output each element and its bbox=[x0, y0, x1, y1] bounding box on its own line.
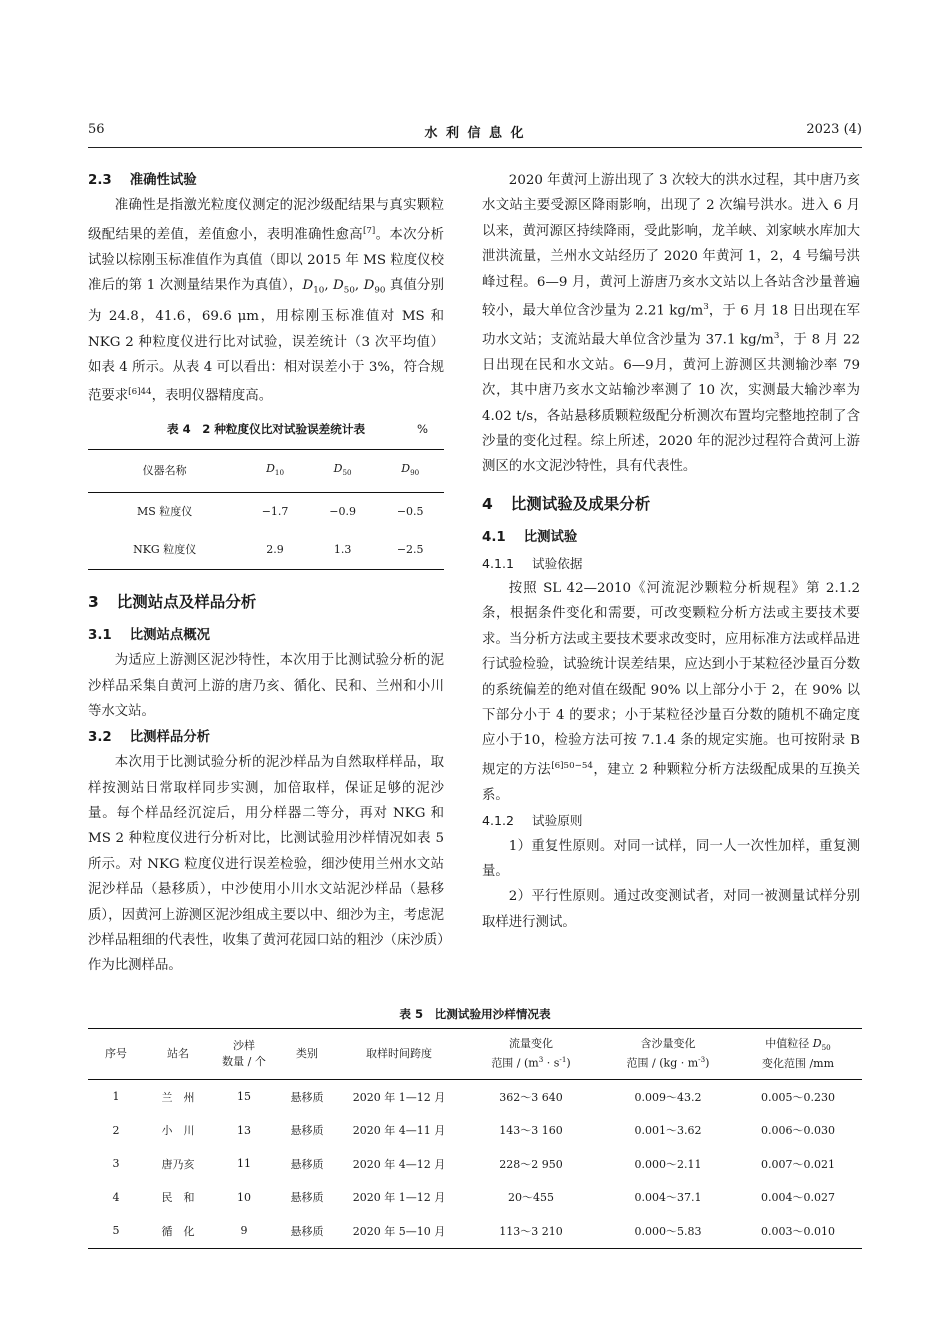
subscript: 50 bbox=[343, 285, 355, 296]
cell: 悬移质 bbox=[290, 1157, 324, 1171]
cell: −0.5 bbox=[396, 504, 424, 518]
cell: 228～2 950 bbox=[499, 1157, 563, 1171]
superscript: 3 bbox=[703, 302, 709, 313]
cell: 0.004～37.1 bbox=[634, 1191, 702, 1205]
superscript: 3 bbox=[538, 1055, 544, 1065]
subscript: 10 bbox=[313, 285, 325, 296]
col-header-count bbox=[212, 1029, 276, 1080]
cell: 5 bbox=[112, 1224, 120, 1238]
symbol: D bbox=[333, 461, 343, 475]
journal-title: 水 利 信 息 化 bbox=[424, 126, 526, 141]
table-row bbox=[88, 1147, 862, 1181]
col-header-station: 站名 bbox=[144, 1029, 212, 1080]
cell: 循 化 bbox=[161, 1224, 195, 1238]
superscript: -1 bbox=[559, 1055, 567, 1065]
table-row bbox=[88, 1080, 862, 1114]
section-3-2-heading bbox=[88, 725, 444, 750]
text: 。本次分析试验以棕刚玉标准值作为真值（即以 2015 年 MS 粒度仪校准后的第 1 次测量结果作为真值）， bbox=[88, 227, 444, 294]
cell: 1.3 bbox=[333, 542, 352, 556]
cell: 悬移质 bbox=[290, 1090, 324, 1104]
section-title: 试验依据 bbox=[532, 555, 583, 571]
superscript: 3 bbox=[773, 330, 780, 341]
col-header-d50 bbox=[734, 1029, 862, 1080]
header-rule bbox=[88, 147, 862, 148]
section-title: 比测试验 bbox=[523, 530, 578, 546]
section-number: 4.1 bbox=[482, 530, 506, 546]
table-row bbox=[88, 531, 444, 570]
cell: 20～455 bbox=[508, 1191, 554, 1205]
table-5-block bbox=[88, 1006, 862, 1249]
header-line: 变化范围 /mm bbox=[761, 1057, 835, 1071]
section-title: 比测站点概况 bbox=[129, 628, 211, 644]
col-header-sediment bbox=[602, 1029, 734, 1080]
cell: 3 bbox=[112, 1157, 120, 1171]
cell: 143～3 160 bbox=[499, 1124, 563, 1138]
header-line: 数量 / 个 bbox=[222, 1055, 266, 1068]
section-4-1-2-heading bbox=[482, 808, 860, 833]
symbol: D bbox=[401, 461, 411, 475]
cell: 民 和 bbox=[161, 1191, 195, 1205]
symbol: D bbox=[302, 278, 314, 294]
cell: 113～3 210 bbox=[499, 1224, 563, 1238]
text: ，于 8 月 22 日出现在民和水文站。6—9月，黄河上游测区共测输沙率 79 次，其中唐乃亥水文站输沙率测了 10 次，实测最大输沙率为 4.02 t/s，各站悬移质颗粒级配分析测次布置均完整地控制了含沙量的变化过程。综上所述，2020 年的泥沙过程符合黄河上游测区的水文泥沙特性，具有代表性。 bbox=[482, 332, 860, 475]
header-line: 范围 / (kg · m bbox=[626, 1056, 699, 1070]
section-3-heading bbox=[88, 590, 444, 615]
header-line: 范围 / (m bbox=[491, 1056, 539, 1070]
table-row bbox=[88, 1214, 862, 1248]
subscript: 50 bbox=[342, 468, 352, 478]
paragraph-principle-1: 1）重复性原则。对同一试样，同一人一次性加样，重复测量。 bbox=[482, 838, 860, 879]
cell: MS 粒度仪 bbox=[136, 504, 193, 518]
cell: 悬移质 bbox=[290, 1224, 324, 1238]
section-number: 3.1 bbox=[88, 628, 112, 644]
caption-text: 表 4 2 种粒度仪比对试验误差统计表 bbox=[166, 422, 366, 437]
section-title: 比测样品分析 bbox=[129, 729, 211, 745]
table-unit: % bbox=[416, 422, 428, 437]
cell: 0.004～0.027 bbox=[761, 1191, 835, 1205]
header-line: · s bbox=[543, 1056, 560, 1070]
cell: 0.007～0.021 bbox=[761, 1157, 835, 1171]
col-header-seq: 序号 bbox=[88, 1029, 144, 1080]
section-title: 比测试验及成果分析 bbox=[510, 494, 651, 513]
table-5 bbox=[88, 1028, 862, 1249]
paragraph-flood bbox=[482, 168, 860, 480]
section-4-1-heading bbox=[482, 525, 860, 550]
section-title: 试验原则 bbox=[532, 813, 583, 829]
table-header-row bbox=[88, 449, 444, 492]
cell: 9 bbox=[240, 1224, 248, 1238]
cell: 0.000～2.11 bbox=[634, 1157, 702, 1171]
cell: 362～3 640 bbox=[499, 1090, 563, 1104]
cell: 唐乃亥 bbox=[161, 1157, 195, 1171]
cell: 2020 年 5—10 月 bbox=[352, 1224, 446, 1238]
cell: 0.003～0.010 bbox=[761, 1224, 835, 1238]
col-header-type: 类别 bbox=[276, 1029, 338, 1080]
table-4-caption bbox=[88, 417, 444, 442]
text: ，表明仪器精度高。 bbox=[151, 388, 273, 404]
section-2-3-heading bbox=[88, 168, 444, 193]
table-header-row bbox=[88, 1029, 862, 1080]
header-line: 沙样 bbox=[233, 1039, 255, 1052]
section-number: 4.1.2 bbox=[482, 813, 515, 829]
cell: 13 bbox=[237, 1123, 251, 1137]
cell: NKG 粒度仪 bbox=[133, 542, 197, 556]
header-line: ) bbox=[566, 1056, 571, 1070]
cell: 15 bbox=[237, 1090, 251, 1104]
col-header-d90 bbox=[376, 449, 444, 492]
cell: −2.5 bbox=[396, 542, 424, 556]
citation[interactable]: [6]50−54 bbox=[551, 760, 593, 771]
superscript: -3 bbox=[698, 1055, 706, 1065]
section-number: 4 bbox=[482, 494, 493, 513]
section-3-1-heading bbox=[88, 623, 444, 648]
cell: −1.7 bbox=[261, 504, 289, 518]
section-4-heading bbox=[482, 492, 860, 517]
subscript: 10 bbox=[274, 468, 284, 478]
text: 按照 SL 42—2010《河流泥沙颗粒分析规程》第 2.1.2 条，根据条件变化和需要，可改变颗粒分析方法或主要技术要求。当分析方法或主要技术要求改变时，应用标准方法或样品进行试验检验，试验统计误差结果，应达到小于某粒径沙量百分数的系统偏差的绝对值在级配 90% 以上部分小于 2，在 90% 以下部分小于 4 的要求；小于某粒径沙量百分数的随机不确定度应小于10，检验方法可按 7.1.4 条的规定实施。也可按附录 B 规定的方法 bbox=[482, 581, 860, 778]
symbol: D bbox=[812, 1036, 822, 1050]
cell: 0.001～3.62 bbox=[634, 1124, 702, 1138]
col-header-instrument: 仪器名称 bbox=[88, 449, 241, 492]
subscript: 90 bbox=[410, 468, 420, 478]
section-number: 2.3 bbox=[88, 173, 112, 188]
table-5-caption: 表 5 比测试验用沙样情况表 bbox=[399, 1007, 551, 1021]
cell: 2 bbox=[112, 1123, 120, 1137]
cell: 悬移质 bbox=[290, 1191, 324, 1205]
header-line: ) bbox=[705, 1056, 710, 1070]
left-column bbox=[88, 168, 444, 979]
citation[interactable]: [7] bbox=[362, 225, 376, 236]
cell: 2020 年 1—12 月 bbox=[352, 1090, 446, 1104]
cell: 10 bbox=[237, 1190, 251, 1204]
table-row bbox=[88, 1114, 862, 1148]
page-number: 56 bbox=[88, 122, 105, 137]
paragraph-stations: 为适应上游测区泥沙特性，本次用于比测试验分析的泥沙样品采集自黄河上游的唐乃亥、循化、民和、兰州和小川等水文站。 bbox=[88, 653, 444, 720]
cell: 0.000～5.83 bbox=[634, 1224, 702, 1238]
subscript: 90 bbox=[374, 285, 386, 296]
symbol: D bbox=[363, 278, 375, 294]
paragraph-principle-2: 2）平行性原则。通过改变测试者，对同一被测量试样分别取样进行测试。 bbox=[482, 889, 860, 930]
section-title: 比测站点及样品分析 bbox=[116, 592, 257, 611]
text: ，于 6 月 18 日出现在军功水文站；支流站最大单位含沙量为 37.1 kg/m bbox=[482, 303, 860, 348]
cell: 小 川 bbox=[161, 1124, 195, 1138]
cell: 4 bbox=[112, 1190, 120, 1204]
cell: 悬移质 bbox=[290, 1124, 324, 1138]
cell: 2.9 bbox=[266, 542, 284, 556]
paragraph-accuracy: 准确性是指激光粒度仪测定的泥沙级配结果与真实颗粒级配结果的差值，差值愈小，表明准确性愈高[7]。本次分析试验以棕刚玉标准值作为真值（即以 2015 年 MS 粒度仪校准后的第 1 次测量结果作为真值），$D_{10}$, $D_{50}$, $D_{90}$ 真值分别为 24.8，41.6，69.6 μm，用棕刚玉标准值对 MS 和 NKG 2 种粒度仪进行比对试验，误差统计（3 次平均值）如表 4 所示。从表 4 可以看出：相对误差小于 3%，符合规范要求$^{[6]44}$，表明仪器精度高。 bbox=[88, 198, 444, 404]
text: 真值分别为 24.8，41.6，69.6 μm，用棕刚玉标准值对 MS 和 NKG 2 种粒度仪进行比对试验，误差统计（3 次平均值）如表 4 所示。从表 4 可以看出：相对误差小于 3%，符合规范要求 bbox=[88, 278, 444, 404]
table-4 bbox=[88, 449, 444, 570]
text: 2020 年黄河上游出现了 3 次较大的洪水过程，其中唐乃亥水文站主要受源区降雨影响，出现了 2 次编号洪水。进入 6 月以来，黄河源区持续降雨，受此影响，龙羊峡、刘家峡水库加大泄洪流量，兰州水文站经历了 2020 年黄河 1，2，4 号编号洪峰过程。6—9 月，黄河上游唐乃亥水文站以上各站含沙量普遍较小，最大单位含沙量为 2.21 kg/m bbox=[482, 173, 860, 319]
cell: 0.005～0.230 bbox=[761, 1090, 835, 1104]
section-number: 3.2 bbox=[88, 729, 112, 745]
col-header-time: 取样时间跨度 bbox=[338, 1029, 460, 1080]
cell: 2020 年 1—12 月 bbox=[352, 1191, 446, 1205]
header-line: 中值粒径 bbox=[765, 1036, 813, 1050]
symbol: D bbox=[266, 461, 275, 475]
cell: 0.009～43.2 bbox=[634, 1090, 702, 1104]
section-number: 4.1.1 bbox=[482, 555, 515, 571]
right-column bbox=[482, 168, 860, 935]
section-number: 3 bbox=[88, 592, 99, 611]
cell: −0.9 bbox=[329, 504, 356, 518]
cell: 0.006～0.030 bbox=[761, 1124, 835, 1138]
citation[interactable]: [6]44 bbox=[128, 387, 152, 398]
col-header-d50 bbox=[309, 449, 377, 492]
table-row bbox=[88, 1181, 862, 1215]
cell: 兰 州 bbox=[161, 1090, 195, 1104]
section-title: 准确性试验 bbox=[129, 173, 197, 188]
cell: 1 bbox=[112, 1090, 120, 1104]
section-4-1-1-heading bbox=[482, 551, 860, 576]
paragraph-samples: 本次用于比测试验分析的泥沙样品为自然取样样品，取样按测站日常取样同步实测，加倍取样，保证足够的泥沙量。每个样品经沉淀后，用分样器二等分，再对 NKG 和 MS 2 种粒度仪进行分析对比，比测试验用沙样情况如表 5 所示。对 NKG 粒度仪进行误差检验，细沙使用兰州水文站泥沙样品（悬移质），中沙使用小川水文站泥沙样品（悬移质），因黄河上游测区泥沙组成主要以中、细沙为主，考虑泥沙样品粗细的代表性，收集了黄河花园口站的粗沙（床沙质）作为比测样品。 bbox=[88, 755, 444, 974]
text: 准确性是指激光粒度仪测定的泥沙级配结果与真实颗粒级配结果的差值，差值愈小，表明准确性愈高 bbox=[88, 198, 444, 243]
header-line: 含沙量变化 bbox=[640, 1037, 696, 1051]
issue-number: 2023 (4) bbox=[806, 122, 862, 137]
cell: 2020 年 4—11 月 bbox=[352, 1124, 446, 1138]
col-header-d10 bbox=[241, 449, 309, 492]
header-line: 流量变化 bbox=[509, 1037, 553, 1051]
col-header-flow bbox=[460, 1029, 602, 1080]
symbol: D bbox=[333, 278, 344, 294]
paragraph-basis bbox=[482, 576, 860, 808]
subscript: 50 bbox=[821, 1043, 831, 1053]
cell: 2020 年 4—12 月 bbox=[352, 1157, 446, 1171]
table-row bbox=[88, 492, 444, 531]
text: ，建立 2 种颗粒分析方法级配成果的互换关系。 bbox=[482, 762, 861, 803]
cell: 11 bbox=[237, 1157, 251, 1171]
